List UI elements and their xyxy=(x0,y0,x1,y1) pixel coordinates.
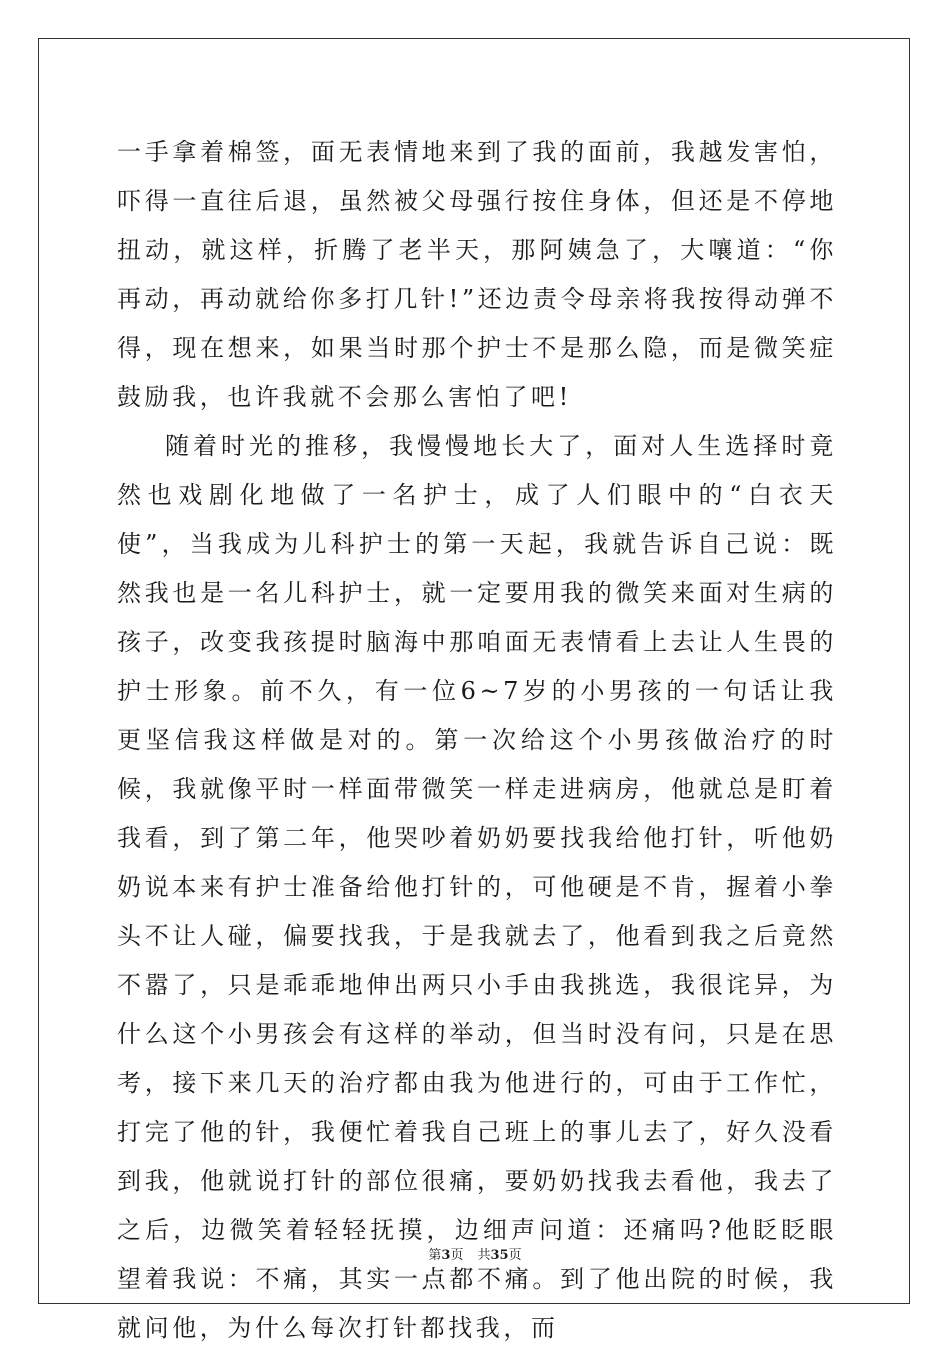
page-total: 35 xyxy=(490,1248,509,1263)
page-unit: 页 xyxy=(450,1248,464,1263)
paragraph-2: 随着时光的推移，我慢慢地长大了，面对人生选择时竟然也戏剧化地做了一名护士，成了人们眼中的“白衣天使”，当我成为儿科护士的第一天起，我就告诉自己说：既然我也是一名儿科护士，就一定要用我的微笑来面对生病的孩子，改变我孩提时脑海中那咱面无表情看上去让人生畏的护士形象。前不久，有一位6~7岁的小男孩的一句话让我更坚信我这样做是对的。第一次给这个小男孩做治疗的时候，我就像平时一样面带微笑一样走进病房，他就总是盯着我看，到了第二年，他哭吵着奶奶要找我给他打针，听他奶奶说本来有护士准备给他打针的，可他硬是不肯，握着小拳头不让人碰，偏要找我，于是我就去了，他看到我之后竟然不嚣了，只是乖乖地伸出两只小手由我挑选，我很诧异，为什么这个小男孩会有这样的举动，但当时没有问，只是在思考，接下来几天的治疗都由我为他进行的，可由于工作忙，打完了他的针，我便忙着我自己班上的事儿去了，好久没看到我，他就说打针的部位很痛，要奶奶找我去看他，我去了之后，边微笑着轻轻抚摸，边细声问道：还痛吗?他眨眨眼望着我说：不痛，其实一点都不痛。到了他出院的时候，我就问他，为什么每次打针都找我，而 xyxy=(117,432,837,1342)
page-current: 3 xyxy=(441,1248,451,1263)
paragraph-1: 一手拿着棉签，面无表情地来到了我的面前，我越发害怕，吓得一直往后退，虽然被父母强行按住身体，但还是不停地扭动，就这样，折腾了老半天，那阿姨急了，大嚷道：“你再动，再动就给你多打几针!”还边责令母亲将我按得动弹不得，现在想来，如果当时那个护士不是那么隐，而是微笑症鼓励我，也许我就不会那么害怕了吧! xyxy=(117,138,837,411)
page-footer xyxy=(0,1244,950,1263)
total-unit: 页 xyxy=(508,1248,522,1263)
page-prefix: 第 xyxy=(428,1248,442,1263)
document-body xyxy=(117,128,837,1353)
total-prefix: 共 xyxy=(477,1248,491,1263)
